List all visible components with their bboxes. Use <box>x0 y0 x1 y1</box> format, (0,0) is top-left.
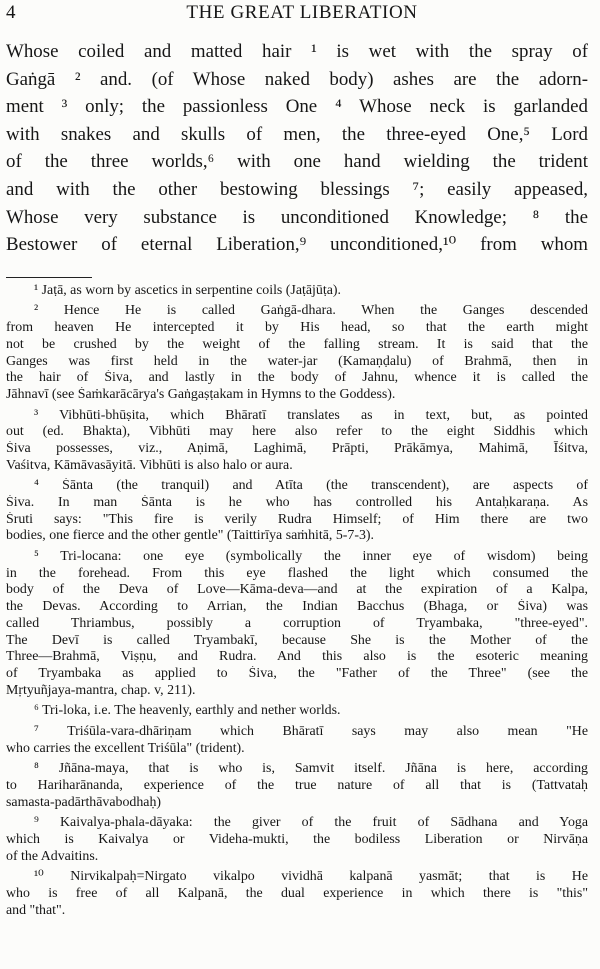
main-text-line: ment ³ only; the passionless One ⁴ Whose neck is garlanded <box>6 96 588 118</box>
footnote <box>6 724 588 757</box>
footnote-line: Vaśitva, Kāmāvasāyitā. Vibhūti is also halo or aura. <box>6 457 293 473</box>
footnote <box>6 283 588 300</box>
footnotes <box>6 283 588 920</box>
footnote-line: ¹⁰ Nirvikalpaḥ=Nirgato vikalpo vividhā kalpanā yasmāt; that is He <box>34 869 588 885</box>
main-text-line: Bestower of eternal Liberation,⁹ unconditioned,¹⁰ from whom <box>6 234 588 256</box>
footnote-line: who carries the excellent Triśūla" (trident). <box>6 740 245 756</box>
footnote-line: Śiva possesses, viz., Aṇimā, Laghimā, Prāpti, Prākāmya, Mahimā, Īśitva, <box>6 440 588 456</box>
footnote-separator <box>6 277 92 278</box>
footnote-line: Śruti says: "This fire is verily Rudra Himself; of Him there are two <box>6 511 588 527</box>
footnote-line: the hair of Śiva, and lastly in the body of Jahnu, whence it is called the <box>6 370 588 386</box>
footnote-line: of Tryambaka as applied to Śiva, the "Father of the Three" (see the <box>6 665 588 681</box>
footnote-line: not be crushed by the weight of the falling stream. It is said that the <box>6 336 588 352</box>
footnote-line: bodies, one fierce and the other gentle" (Taittirīya saṁhitā, 5-7-3). <box>6 528 375 544</box>
footnote <box>6 303 588 403</box>
main-text <box>6 38 588 259</box>
footnote-line: called Thriambus, possibly a corruption of Tryambaka, "three-eyed". <box>6 615 588 631</box>
main-text-line: of the three worlds,⁶ with one hand wielding the trident <box>6 151 588 173</box>
footnote-line: the Devas. According to Arrian, the Indian Bacchus (Bhaga, or Śiva) was <box>6 599 588 615</box>
footnote-line: samasta-padārthāvabodhaḥ) <box>6 794 162 810</box>
footnote-line: ² Hence He is called Gaṅgā-dhara. When the Ganges descended <box>34 303 588 319</box>
footnote-line: Three—Brahmā, Viṣṇu, and Rudra. And this also is the esoteric meaning <box>6 649 588 665</box>
running-head: THE GREAT LIBERATION <box>186 2 418 23</box>
footnote-line: to Hariharānanda, experience of the true nature of all that is (Tattvataḥ <box>6 778 588 793</box>
footnote-line: and "that". <box>6 902 66 918</box>
footnote <box>6 478 588 545</box>
footnote-line: ⁹ Kaivalya-phala-dāyaka: the giver of the fruit of Sādhana and Yoga <box>34 815 588 831</box>
footnote-line: of the Advaitins. <box>6 848 99 864</box>
footnote-line: which is Kaivalya or Videha-mukti, the bodiless Liberation or Nirvāṇa <box>6 832 588 848</box>
footnote-line: ¹ Jaṭā, as worn by ascetics in serpentine coils (Jaṭājūṭa). <box>34 282 341 298</box>
main-text-line: with snakes and skulls of men, the three-eyed One,⁵ Lord <box>6 123 588 145</box>
footnote <box>6 703 588 720</box>
footnote-line: who is free of all Kalpanā, the dual experience in which there is "this" <box>6 886 588 902</box>
footnote-line: out (ed. Bhakta), Vibhūti may here also refer to the eight Siddhis which <box>6 424 588 440</box>
footnote-line: body of the Deva of Love—Kāma-deva—and at the expiration of a Kalpa, <box>6 582 588 598</box>
footnote-line: ⁷ Triśūla-vara-dhāriṇam which Bhāratī says may also mean "He <box>34 723 588 739</box>
footnote-line: Śiva. In man Śānta is he who has controlled his Antaḥkaraṇa. As <box>6 495 588 510</box>
footnote-line: in the forehead. From this eye flashed the light which consumed the <box>6 565 588 581</box>
page-number: 4 <box>6 2 16 23</box>
footnote-line: ⁸ Jñāna-maya, that is who is, Samvit itself. Jñāna is here, according <box>34 761 588 777</box>
footnote-line: ⁶ Tri-loka, i.e. The heavenly, earthly and nether worlds. <box>34 703 341 719</box>
footnote-line: Jāhnavī (see Śaṁkarācārya's Gaṅgaṣṭakam in Hymns to the Goddess). <box>6 386 396 402</box>
footnote-line: Mṛtyuñjaya-mantra, chap. v, 211). <box>6 682 196 698</box>
main-text-line: and with the other bestowing blessings ⁷; easily appeased, <box>6 178 588 200</box>
footnote-line: ³ Vibhūti-bhūṣita, which Bhāratī translates as in text, but, as pointed <box>34 407 588 423</box>
footnote-line: ⁵ Tri-locana: one eye (symbolically the inner eye of wisdom) being <box>34 549 588 565</box>
footnote <box>6 815 588 865</box>
footnote <box>6 761 588 811</box>
main-text-line: Whose very substance is unconditioned Knowledge; ⁸ the <box>6 206 588 228</box>
main-text-line: Whose coiled and matted hair ¹ is wet with the spray of <box>6 41 588 62</box>
footnote-line: from heaven He intercepted it by His head, so that the earth might <box>6 320 588 336</box>
footnote-line: The Devī is called Tryambakī, because She is the Mother of the <box>6 632 588 648</box>
footnote <box>6 869 588 919</box>
footnote <box>6 408 588 475</box>
footnote-line: Ganges was first held in the water-jar (Kamaṇḍalu) of Brahmā, then in <box>6 353 588 369</box>
footnote-line: ⁴ Śānta (the tranquil) and Atīta (the transcendent), are aspects of <box>34 478 588 494</box>
footnote <box>6 549 588 699</box>
page-header <box>6 0 588 26</box>
main-text-line: Gaṅgā ² and. (of Whose naked body) ashes are the adorn- <box>6 68 588 90</box>
